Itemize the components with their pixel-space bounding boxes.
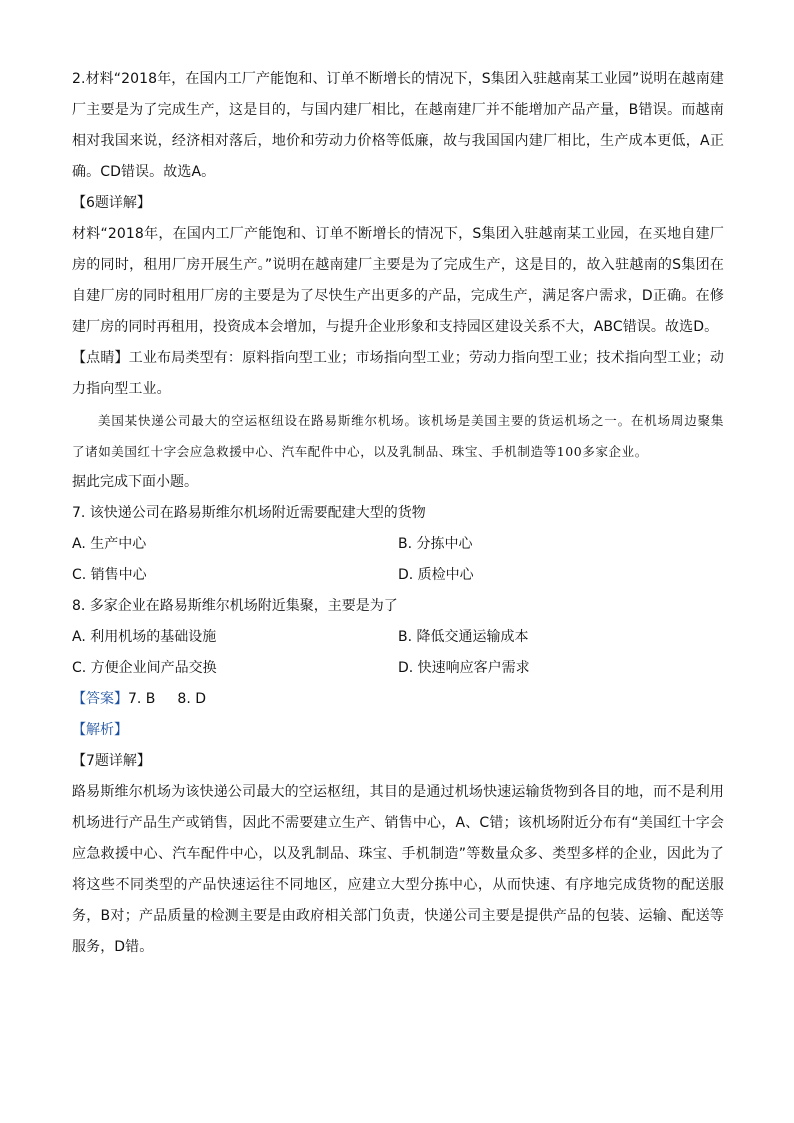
q5-analysis-paragraph: 2.材料“2018年，在国内工厂产能饱和、订单不断增长的情况下，S集团入驻越南某工业园”说明在越南建厂主要是为了完成生产，这是目的，与国内建厂相比，在越南建厂并不能增加产品产量，B错误。而越南相对我国来说，经济相对落后，地价和劳动力价格等低廉，故与我国国内建厂相比，生产成本更低，A正确。CD错误。故选A。 [72,71,724,180]
dianjing-paragraph: 【点睛】工业布局类型有：原料指向型工业；市场指向型工业；劳动力指向型工业；技术指向型工业；动力指向型工业。 [72,350,724,397]
answer-q7: 7. B [128,691,156,707]
q7-options [72,529,724,591]
answer-row [72,684,724,715]
q7-analysis-paragraph: 路易斯维尔机场为该快递公司最大的空运枢纽，其目的是通过机场快速运输货物到各目的地，而不是利用机场进行产品生产或销售，因此不需要建立生产、销售中心，A、C错；该机场附近分布有“美国红十字会应急救援中心、汽车配件中心，以及乳制品、珠宝、手机制造”等数量众多、类型多样的企业，因此为了将这些不同类型的产品快速运往不同地区，应建立大型分拣中心，从而快速、有序地完成货物的配送服务，B对；产品质量的检测主要是由政府相关部门负责，快递公司主要是提供产品的包装、运输、配送等服务，D错。 [72,784,724,955]
jiexi-label: 【解析】 [72,722,128,738]
q7-option-b: B. 分拣中心 [398,536,473,552]
q8-option-a: A. 利用机场的基础设施 [72,629,217,645]
q6-heading: 【6题详解】 [72,195,151,211]
answer-q8: 8. D [177,691,207,707]
material-paragraph: 美国某快递公司最大的空运枢纽设在路易斯维尔机场。该机场是美国主要的货运机场之一。在机场周边聚集了诸如美国红十字会应急救援中心、汽车配件中心，以及乳制品、珠宝、手机制造等100多家企业。 [72,413,724,459]
document-page [72,64,724,963]
q7-stem: 7. 该快递公司在路易斯维尔机场附近需要配建大型的货物 [72,505,426,521]
q8-option-b: B. 降低交通运输成本 [398,629,529,645]
instruction-text: 据此完成下面小题。 [72,474,198,490]
answer-label: 【答案】 [72,691,128,707]
q8-option-d: D. 快速响应客户需求 [398,660,530,676]
q8-stem: 8. 多家企业在路易斯维尔机场附近集聚，主要是为了 [72,598,398,614]
q7-option-c: C. 销售中心 [72,567,147,583]
q7-option-d: D. 质检中心 [398,567,474,583]
q7-heading: 【7题详解】 [72,753,151,769]
q8-options [72,622,724,684]
q7-option-a: A. 生产中心 [72,536,147,552]
q8-option-c: C. 方便企业间产品交换 [72,660,217,676]
q6-analysis-paragraph: 材料“2018年，在国内工厂产能饱和、订单不断增长的情况下，S集团入驻越南某工业园，在买地自建厂房的同时，租用厂房开展生产。”说明在越南建厂主要是为了完成生产，这是目的，故入驻越南的S集团在自建厂房的同时租用厂房的主要是为了尽快生产出更多的产品，完成生产，满足客户需求，D正确。在修建厂房的同时再租用，投资成本会增加，与提升企业形象和支持园区建设关系不大，ABC错误。故选D。 [72,226,724,335]
